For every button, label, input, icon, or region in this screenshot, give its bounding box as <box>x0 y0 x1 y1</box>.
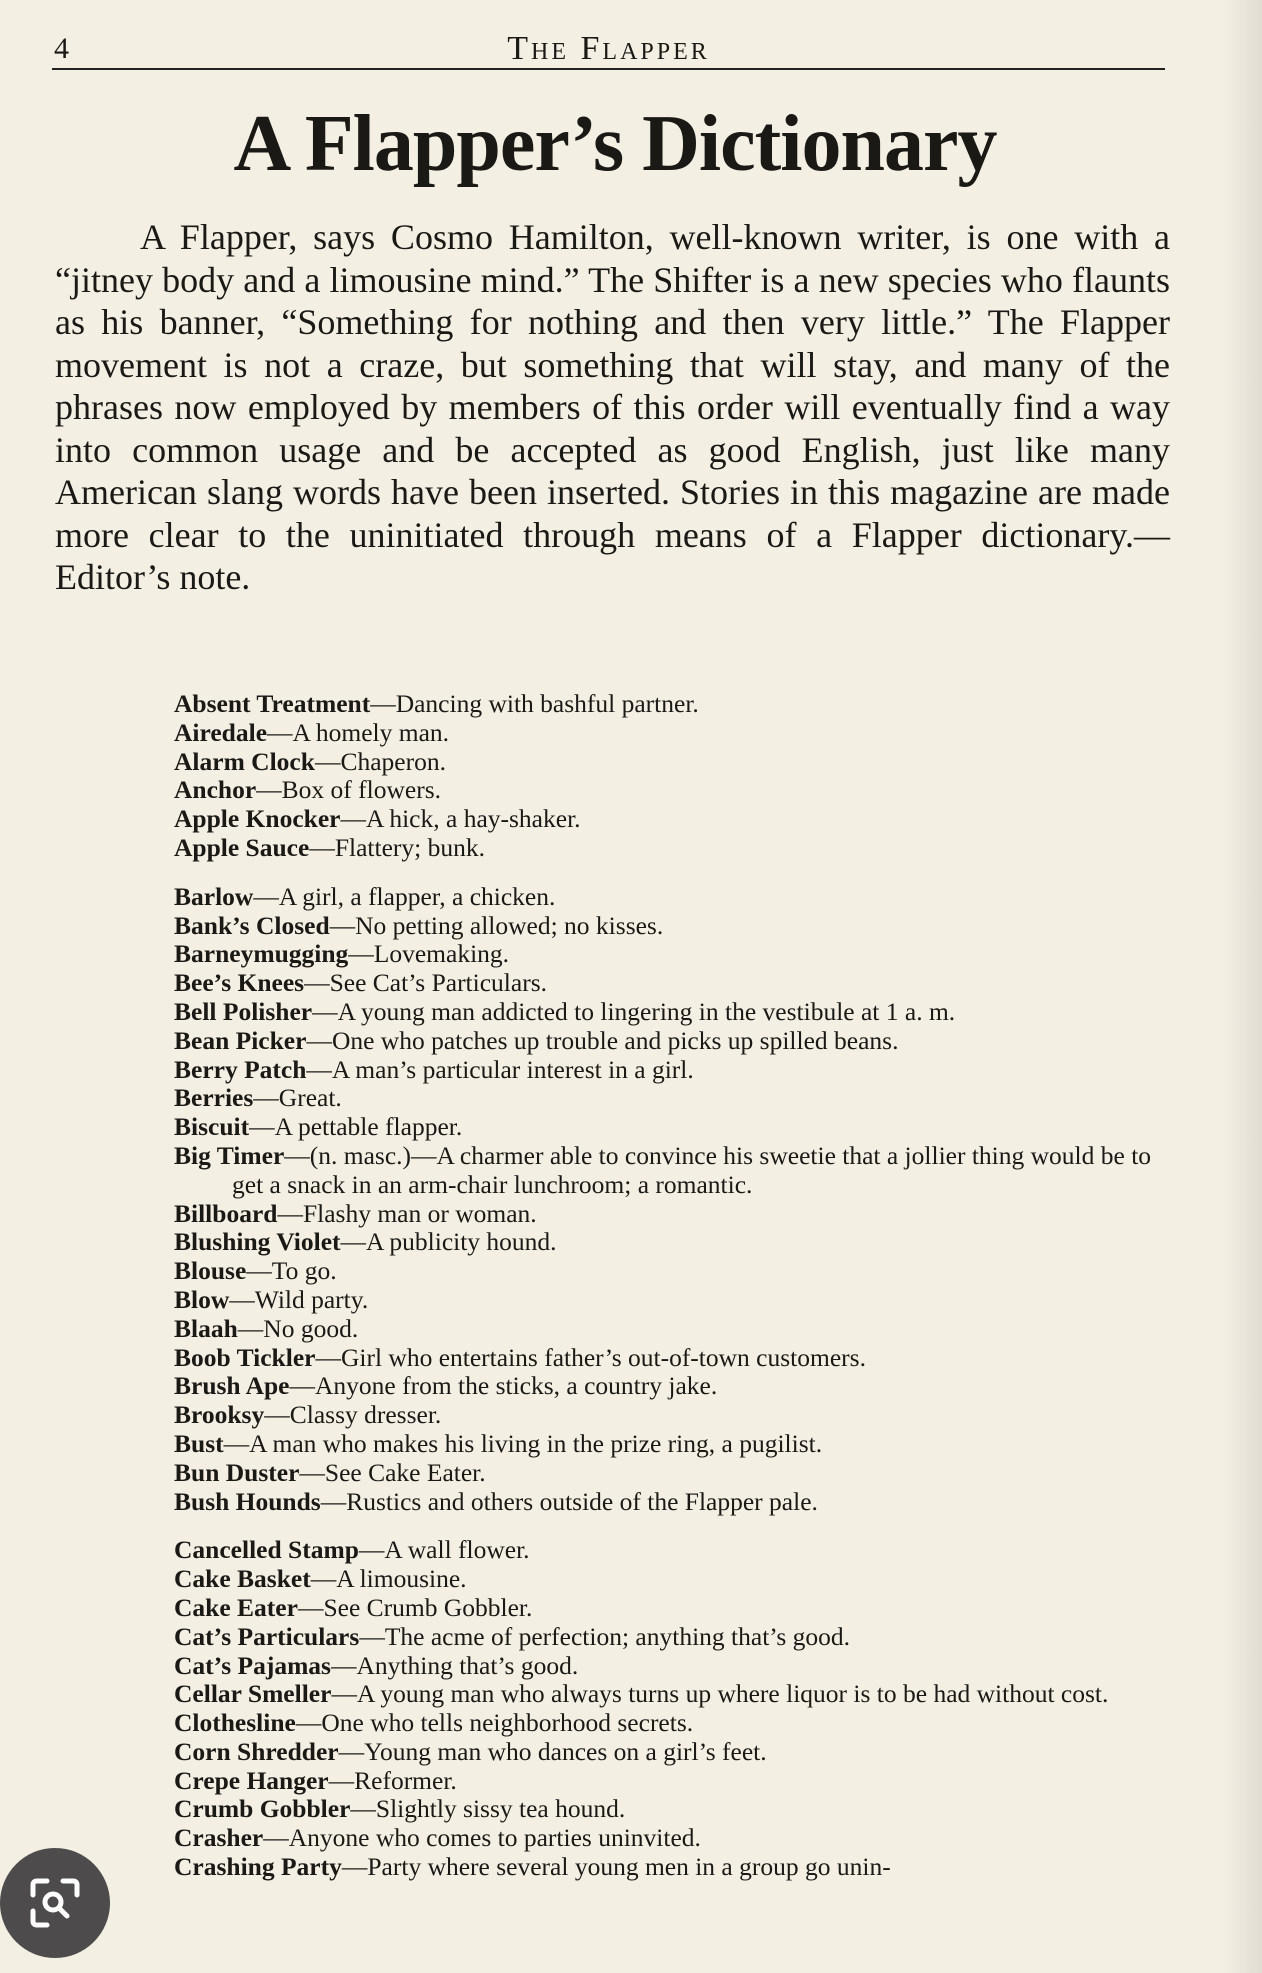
entry-dash: — <box>223 1428 250 1458</box>
dictionary-entry <box>174 805 1176 834</box>
letter-group-gap <box>174 1516 1176 1536</box>
entry-definition: See Crumb Gobbler. <box>323 1592 533 1622</box>
entry-definition: No petting allowed; no kisses. <box>355 910 664 940</box>
dictionary-entry <box>174 1709 1176 1738</box>
entry-dash: — <box>306 1054 332 1084</box>
entry-dash: — <box>237 1313 264 1343</box>
entry-term: Billboard <box>174 1198 278 1228</box>
entry-definition: Chaperon. <box>340 746 446 776</box>
entry-dash: — <box>340 804 366 834</box>
dictionary-entry <box>174 969 1176 998</box>
entry-term: Big Timer <box>174 1140 285 1170</box>
dictionary-entry <box>174 1344 1176 1373</box>
entry-term: Clothesline <box>174 1708 296 1738</box>
entry-definition: A young man who always turns up where liquor is to be had without cost. <box>356 1679 1109 1709</box>
entry-dash: — <box>330 1650 357 1680</box>
dictionary-entry <box>174 719 1176 748</box>
entry-definition: Anything that’s good. <box>356 1650 579 1680</box>
entry-dash: — <box>328 1765 355 1795</box>
entry-definition: Girl who entertains father’s out-of-town customers. <box>340 1342 866 1372</box>
entry-dash: — <box>306 1025 332 1055</box>
entry-definition: Flattery; bunk. <box>334 832 485 862</box>
entry-definition: A man who makes his living in the prize ring, a pugilist. <box>249 1428 823 1458</box>
dictionary-entry <box>174 998 1176 1027</box>
entry-definition: One who tells neighborhood secrets. <box>321 1708 694 1738</box>
dictionary-entry <box>174 1286 1176 1315</box>
entry-term: Crasher <box>174 1823 264 1853</box>
entry-definition: A hick, a hay-shaker. <box>365 804 581 834</box>
entry-definition: Young man who dances on a girl’s feet. <box>364 1736 767 1766</box>
entry-dash: — <box>315 1342 341 1372</box>
entry-definition: Reformer. <box>354 1765 457 1795</box>
entry-term: Blushing Violet <box>174 1227 341 1257</box>
dictionary-entry <box>174 748 1176 777</box>
entry-term: Absent Treatment <box>174 689 371 718</box>
lens-search-icon <box>27 1875 83 1931</box>
entry-term: Bell Polisher <box>174 996 313 1026</box>
dictionary-entry <box>174 1372 1176 1401</box>
entry-dash: — <box>277 1198 303 1228</box>
entry-dash: — <box>253 1083 279 1113</box>
entry-dash: — <box>267 717 293 747</box>
entry-dash: — <box>370 689 396 718</box>
dictionary-entry <box>174 1257 1176 1286</box>
entry-dash: — <box>348 939 374 969</box>
dictionary-entry <box>174 1142 1176 1200</box>
entry-term: Bee’s Knees <box>174 968 305 998</box>
entry-term: Crepe Hanger <box>174 1765 329 1795</box>
dictionary-entry <box>174 1084 1176 1113</box>
entry-definition: One who patches up trouble and picks up spilled beans. <box>331 1025 899 1055</box>
dictionary-entry <box>174 940 1176 969</box>
entry-dash: — <box>340 1227 367 1257</box>
entry-dash: — <box>338 1736 365 1766</box>
entry-term: Barlow <box>174 881 254 911</box>
entry-dash: — <box>314 746 341 776</box>
dictionary-entry <box>174 1594 1176 1623</box>
dictionary-entry <box>174 1315 1176 1344</box>
dictionary-entry <box>174 1767 1176 1796</box>
lens-search-button[interactable] <box>0 1848 110 1958</box>
entry-dash: — <box>289 1371 315 1401</box>
entry-definition: The acme of perfection; anything that’s good. <box>384 1621 851 1651</box>
page-edge-shadow <box>1222 0 1262 1973</box>
entry-definition: Box of flowers. <box>281 775 442 805</box>
entry-definition: A wall flower. <box>384 1535 530 1565</box>
dictionary-entry <box>174 1680 1176 1709</box>
dictionary-entry <box>174 776 1176 805</box>
dictionary-entry <box>174 1853 1176 1882</box>
entry-term: Brush Ape <box>174 1371 290 1401</box>
dictionary-entry <box>174 1401 1176 1430</box>
entry-dash: — <box>263 1823 289 1853</box>
entry-dash: — <box>331 1679 357 1709</box>
running-head-title: The Flapper <box>507 30 710 67</box>
entry-dash: — <box>312 996 338 1026</box>
entry-dash: — <box>284 1140 310 1170</box>
entry-dash: — <box>253 881 279 911</box>
entry-dash: — <box>246 1256 272 1286</box>
entry-term: Cat’s Pajamas <box>174 1650 331 1680</box>
header-rule <box>52 68 1165 70</box>
entry-term: Biscuit <box>174 1112 250 1142</box>
dictionary-entry <box>174 690 1176 719</box>
entry-term: Bank’s Closed <box>174 910 330 940</box>
entry-term: Corn Shredder <box>174 1736 339 1766</box>
entry-term: Bust <box>174 1428 224 1458</box>
entry-term: Brooksy <box>174 1400 265 1430</box>
entry-term: Cat’s Particulars <box>174 1621 360 1651</box>
entry-definition: Anyone from the sticks, a country jake. <box>315 1371 718 1401</box>
entry-dash: — <box>309 832 335 862</box>
dictionary-list <box>174 690 1176 1882</box>
letter-group-gap <box>174 863 1176 883</box>
entry-definition: A publicity hound. <box>366 1227 557 1257</box>
dictionary-entry <box>174 834 1176 863</box>
dictionary-entry <box>174 883 1176 912</box>
entry-term: Berry Patch <box>174 1054 307 1084</box>
entry-term: Cellar Smeller <box>174 1679 332 1709</box>
entry-term: Apple Sauce <box>174 832 310 862</box>
entry-term: Boob Tickler <box>174 1342 316 1372</box>
entry-term: Cancelled Stamp <box>174 1535 359 1565</box>
entry-definition: See Cat’s Particulars. <box>329 968 547 998</box>
entry-term: Blouse <box>174 1256 247 1286</box>
entry-definition: Rustics and others outside of the Flapper pale. <box>346 1486 818 1516</box>
entry-term: Crashing Party <box>174 1852 342 1882</box>
entry-term: Cake Basket <box>174 1564 311 1594</box>
dictionary-entry <box>174 1113 1176 1142</box>
entry-dash: — <box>329 910 356 940</box>
page-number: 4 <box>54 32 69 65</box>
dictionary-entry <box>174 1795 1176 1824</box>
entry-term: Apple Knocker <box>174 804 341 834</box>
entry-definition: A pettable flapper. <box>274 1112 463 1142</box>
entry-definition: Great. <box>278 1083 342 1113</box>
dictionary-entry <box>174 1200 1176 1229</box>
dictionary-entry <box>174 1488 1176 1517</box>
entry-dash: — <box>297 1592 324 1622</box>
dictionary-entry <box>174 912 1176 941</box>
entry-dash: — <box>341 1852 368 1882</box>
dictionary-entry <box>174 1652 1176 1681</box>
entry-dash: — <box>358 1535 385 1565</box>
entry-definition: (n. masc.)—A charmer able to convince his sweetie that a jollier thing would be to get a snack in an arm-chair lunchroom; a romantic. <box>232 1140 1152 1199</box>
dictionary-entry <box>174 1459 1176 1488</box>
entry-definition: No good. <box>263 1313 359 1343</box>
entry-definition: A young man addicted to lingering in the vestibule at 1 a. m. <box>337 996 956 1026</box>
entry-definition: Party where several young men in a group go unin- <box>367 1852 891 1882</box>
entry-dash: — <box>359 1621 385 1651</box>
entry-term: Crumb Gobbler <box>174 1794 351 1824</box>
entry-definition: Slightly sissy tea hound. <box>375 1794 626 1824</box>
entry-dash: — <box>264 1400 290 1430</box>
dictionary-entry <box>174 1056 1176 1085</box>
dictionary-entry <box>174 1623 1176 1652</box>
entry-dash: — <box>304 968 330 998</box>
entry-term: Airedale <box>174 717 268 747</box>
dictionary-entry <box>174 1738 1176 1767</box>
entry-definition: Flashy man or woman. <box>302 1198 537 1228</box>
entry-definition: See Cake Eater. <box>324 1457 486 1487</box>
dictionary-entry <box>174 1430 1176 1459</box>
dictionary-entry <box>174 1565 1176 1594</box>
dictionary-entry <box>174 1027 1176 1056</box>
entry-term: Bean Picker <box>174 1025 307 1055</box>
entry-definition: Dancing with bashful partner. <box>395 689 699 718</box>
dictionary-entry <box>174 1536 1176 1565</box>
running-header <box>52 28 1165 72</box>
entry-term: Barneymugging <box>174 939 349 969</box>
entry-term: Anchor <box>174 775 257 805</box>
entry-definition: A limousine. <box>336 1564 467 1594</box>
entry-definition: Anyone who comes to parties uninvited. <box>288 1823 701 1853</box>
entry-definition: A girl, a flapper, a chicken. <box>278 881 556 911</box>
entry-definition: A homely man. <box>292 717 450 747</box>
entry-definition: To go. <box>271 1256 337 1286</box>
entry-dash: — <box>350 1794 376 1824</box>
entry-dash: — <box>256 775 282 805</box>
entry-term: Bun Duster <box>174 1457 300 1487</box>
entry-term: Cake Eater <box>174 1592 298 1622</box>
entry-term: Berries <box>174 1083 254 1113</box>
entry-definition: A man’s particular interest in a girl. <box>331 1054 694 1084</box>
intro-paragraph: A Flapper, says Cosmo Hamilton, well-known writer, is one with a “jitney body and a limousine mind.” The Shifter is a new species who flaunts as his banner, “Something for nothing and then very little.” The Flapper movement is not a craze, but something that will stay, and many of the phrases now employed by members of this order will eventually find a way into common usage and be accepted as good English, just like many American slang words have been inserted. Stories in this magazine are made more clear to the uninitiated through means of a Flapper dictionary.—Editor’s note. <box>55 217 1170 597</box>
dictionary-entry <box>174 1228 1176 1257</box>
entry-dash: — <box>249 1112 275 1142</box>
entry-term: Blow <box>174 1284 230 1314</box>
entry-dash: — <box>320 1486 347 1516</box>
entry-dash: — <box>310 1564 337 1594</box>
entry-term: Blaah <box>174 1313 238 1343</box>
entry-definition: Lovemaking. <box>373 939 510 969</box>
entry-term: Bush Hounds <box>174 1486 321 1516</box>
entry-dash: — <box>299 1457 325 1487</box>
entry-definition: Wild party. <box>254 1284 369 1314</box>
dictionary-entry <box>174 1824 1176 1853</box>
entry-dash: — <box>229 1284 255 1314</box>
entry-dash: — <box>295 1708 322 1738</box>
page-title: A Flapper’s Dictionary <box>233 100 997 188</box>
entry-term: Alarm Clock <box>174 746 315 776</box>
entry-definition: Classy dresser. <box>289 1400 442 1430</box>
